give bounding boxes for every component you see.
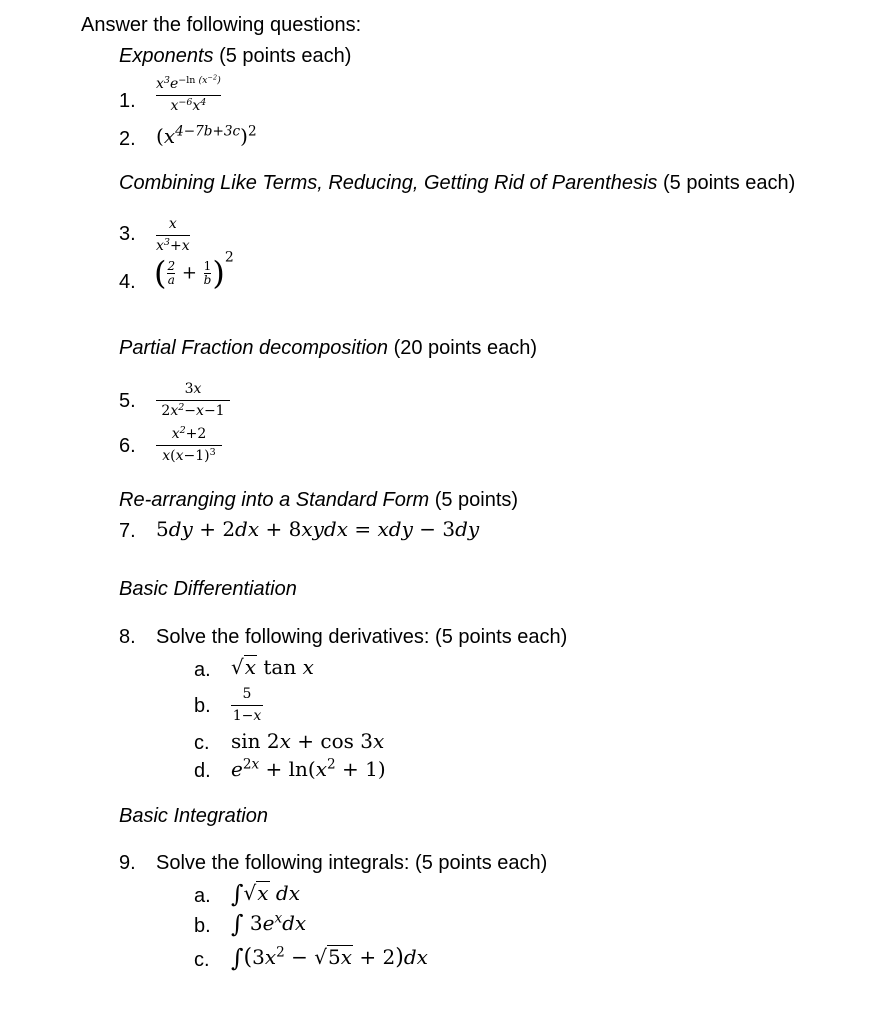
problem-6-fraction: [156, 426, 222, 464]
problem-number: 5.: [119, 390, 136, 412]
problem-9b-expression: ∫ $3e^xdx$: [231, 910, 307, 938]
problem-number: 6.: [119, 435, 136, 457]
fraction-numerator: 3x: [184, 381, 202, 397]
fraction-bar: [156, 400, 230, 401]
problem-5-fraction: [156, 381, 230, 419]
section-title: Exponents: [119, 45, 214, 67]
subitem-label: b.: [194, 915, 211, 937]
problem-9c-expression: $\int(3x^2 - √5x + 2)dx$: [231, 944, 428, 972]
section-points: (5 points each): [662, 172, 796, 194]
problem-1-fraction: [156, 73, 221, 114]
section-title: Combining Like Terms, Reducing, Getting Rid of Parenthesis: [119, 172, 658, 194]
fraction-denominator: $x^3+x$: [156, 236, 190, 254]
problem-8d-expression: $e^{2x} + \ln(x^2 + 1)$: [231, 756, 386, 781]
problem-number: 8.: [119, 626, 136, 648]
problem-8c-expression: sin 2x + cos 3x: [231, 729, 385, 753]
problem-9a-expression: ∫√x dx: [231, 880, 300, 908]
problem-2-expression: $(x^{4-7b+3c})^2$: [156, 123, 257, 148]
section-points: (20 points each): [393, 337, 537, 359]
subitem-label: a.: [194, 885, 211, 907]
section-points: (5 points each): [219, 45, 352, 67]
problem-3-fraction: [156, 216, 190, 254]
problem-4-expression: ( $\frac{2}{a}$ + $\frac{1}{b}$ )$^2$: [154, 249, 234, 292]
problem-8b-fraction: [231, 686, 263, 724]
fraction-denominator: 1−x: [232, 708, 262, 724]
section-combining-heading: [119, 172, 795, 195]
subitem-label: c.: [194, 732, 210, 754]
section-integration-heading: [119, 805, 268, 828]
fraction-denominator: $2x^2-x-1$: [161, 401, 225, 419]
fraction-numerator: $x^2+2$: [171, 424, 207, 442]
problem-number: 2.: [119, 128, 136, 150]
problem-8-text: Solve the following derivatives: (5 points each): [156, 626, 568, 648]
section-title: Basic Integration: [119, 805, 268, 827]
problem-number: 7.: [119, 520, 136, 542]
problem-number: 1.: [119, 90, 136, 112]
section-standard-heading: [119, 489, 518, 512]
section-title: Re-arranging into a Standard Form: [119, 489, 430, 511]
subitem-label: a.: [194, 659, 211, 681]
fraction-numerator: 5: [242, 686, 252, 702]
fraction-denominator: $x^{-6}x^4$: [170, 96, 207, 114]
problem-8a-expression: √x tan x: [231, 655, 314, 679]
fraction-bar: [231, 705, 263, 706]
problem-number: 3.: [119, 223, 136, 245]
section-partial-heading: [119, 337, 537, 360]
problem-number: 4.: [119, 271, 136, 293]
instruction-text: Answer the following questions:: [81, 14, 362, 36]
fraction-denominator: $x(x-1)^3$: [162, 446, 216, 464]
section-differentiation-heading: [119, 578, 297, 601]
fraction-bar: [156, 235, 190, 236]
fraction-numerator: x: [168, 216, 177, 232]
section-title: Basic Differentiation: [119, 578, 297, 600]
subitem-label: d.: [194, 760, 211, 782]
section-title: Partial Fraction decomposition: [119, 337, 389, 359]
fraction-numerator: $x^3e^{-ln (x^{-2})}$: [156, 73, 221, 92]
problem-7-equation: 5dy + 2dx + 8xydx = xdy − 3dy: [156, 517, 480, 541]
problem-number: 9.: [119, 852, 136, 874]
section-exponents-heading: [119, 45, 351, 68]
problem-9-text: Solve the following integrals: (5 points each): [156, 852, 548, 874]
subitem-label: b.: [194, 695, 211, 717]
subitem-label: c.: [194, 949, 210, 971]
section-points: (5 points): [434, 489, 519, 511]
